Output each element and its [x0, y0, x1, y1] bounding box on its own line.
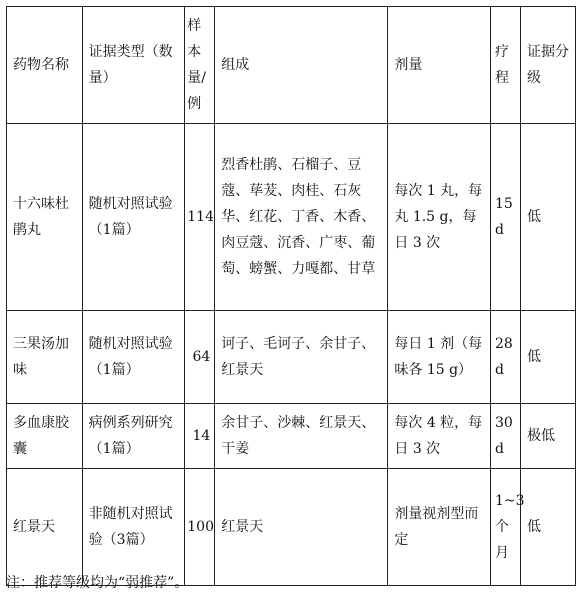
cell-course: 28 d	[490, 311, 520, 404]
cell-evidence: 随机对照试验（1篇）	[82, 124, 185, 311]
header-sample: 样本量/例	[185, 7, 215, 124]
cell-evidence: 病例系列研究（1篇）	[82, 404, 185, 469]
header-grade: 证据分级	[521, 7, 576, 124]
cell-evidence: 随机对照试验（1篇）	[82, 311, 185, 404]
cell-drug: 红景天	[7, 469, 83, 586]
cell-sample: 100	[185, 469, 215, 586]
header-course: 疗程	[490, 7, 520, 124]
header-dose: 剂量	[388, 7, 491, 124]
cell-evidence: 非随机对照试验（3篇）	[82, 469, 185, 586]
table-row	[7, 404, 576, 469]
cell-composition: 红景天	[215, 469, 388, 586]
cell-sample: 64	[185, 311, 215, 404]
cell-grade: 低	[521, 124, 576, 311]
cell-drug: 十六味杜鹃丸	[7, 124, 83, 311]
cell-composition: 烈香杜鹃、石榴子、豆蔻、荜茇、肉桂、石灰华、红花、丁香、木香、肉豆蔻、沉香、广枣、葡萄、螃蟹、力嘎都、甘草	[215, 124, 388, 311]
header-drug: 药物名称	[7, 7, 83, 124]
table-row	[7, 311, 576, 404]
cell-dose: 每次 4 粒，每日 3 次	[388, 404, 491, 469]
header-evidence: 证据类型（数量）	[82, 7, 185, 124]
cell-dose: 每日 1 剂（每味各 15 g）	[388, 311, 491, 404]
table-footnote: 注：推荐等级均为“弱推荐”。	[6, 575, 189, 591]
cell-composition: 余甘子、沙棘、红景天、干姜	[215, 404, 388, 469]
table-header-row	[7, 7, 576, 124]
cell-grade: 低	[521, 469, 576, 586]
cell-drug: 三果汤加味	[7, 311, 83, 404]
table-row	[7, 469, 576, 586]
header-composition: 组成	[215, 7, 388, 124]
cell-course: 30 d	[490, 404, 520, 469]
cell-composition: 诃子、毛诃子、余甘子、红景天	[215, 311, 388, 404]
evidence-table	[6, 6, 576, 586]
cell-course: 1~3个月	[490, 469, 520, 586]
cell-sample: 14	[185, 404, 215, 469]
cell-course: 15 d	[490, 124, 520, 311]
cell-grade: 极低	[521, 404, 576, 469]
cell-dose: 剂量视剂型而定	[388, 469, 491, 586]
table-row	[7, 124, 576, 311]
cell-grade: 低	[521, 311, 576, 404]
cell-dose: 每次 1 丸，每丸 1.5 g，每日 3 次	[388, 124, 491, 311]
cell-drug: 多血康胶囊	[7, 404, 83, 469]
cell-sample: 114	[185, 124, 215, 311]
